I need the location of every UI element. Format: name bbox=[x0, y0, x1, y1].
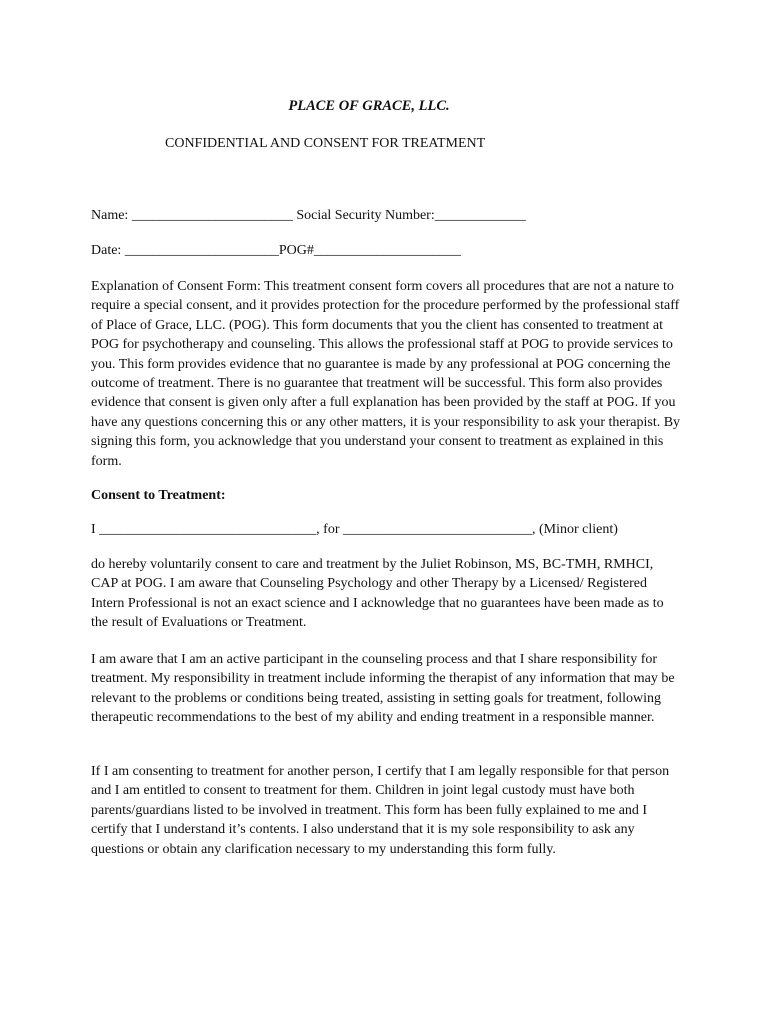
consent-paragraph: do hereby voluntarily consent to care and treatment by the Juliet Robinson, MS, BC-TMH, RMHCI, CAP at POG. I am aware that Counseling Psychology and other Therapy by a Licensed/ Registered Intern Professional is not an exact science and I acknowledge that no guarantees have been made as to the result of Evaluations or Treatment. bbox=[91, 557, 664, 631]
date-pog-line: Date: ______________________POG#_____________________ bbox=[91, 243, 461, 258]
consent-name-line: I _______________________________, for ___________________________, (Minor client) bbox=[91, 522, 618, 537]
participant-paragraph: I am aware that I am an active participant in the counseling process and that I share responsibility for treatment. My responsibility in treatment include informing the therapist of any information that may be relevant to the problems or conditions being treated, assisting in setting goals for treatment, following therapeutic recommendations to the best of my ability and ending treatment in a responsible manner. bbox=[91, 652, 675, 726]
document-title: PLACE OF GRACE, LLC. bbox=[288, 98, 450, 114]
document-subtitle: CONFIDENTIAL AND CONSENT FOR TREATMENT bbox=[165, 136, 486, 151]
explanation-paragraph: Explanation of Consent Form: This treatment consent form covers all procedures that are not a nature to require a special consent, and it provides protection for the procedure performed by the professional staff of Place of Grace, LLC. (POG). This form documents that you the client has consented to treatment at POG for psychotherapy and counseling. This allows the professional staff at POG to provide services to you. This form provides evidence that no guarantee is made by any professional at POG concerning the outcome of treatment. There is no guarantee that treatment will be successful. This form also provides evidence that consent is given only after a full explanation has been provided by the staff at POG. If you have any questions concerning this or any other matters, it is your responsibility to ask your therapist. By signing this form, you acknowledge that you understand your consent to treatment as explained in this form. bbox=[91, 279, 681, 469]
consent-heading: Consent to Treatment: bbox=[91, 488, 226, 503]
name-ssn-line: Name: _______________________ Social Security Number:_____________ bbox=[91, 208, 526, 223]
other-person-paragraph: If I am consenting to treatment for another person, I certify that I am legally responsible for that person and I am entitled to consent to treatment for them. Children in joint legal custody must have both parents/guardians listed to be involved in treatment. This form has been fully explained to me and I certify that I understand it’s contents. I also understand that it is my sole responsibility to ask any questions or obtain any clarification necessary to my understanding this form fully. bbox=[91, 764, 670, 857]
